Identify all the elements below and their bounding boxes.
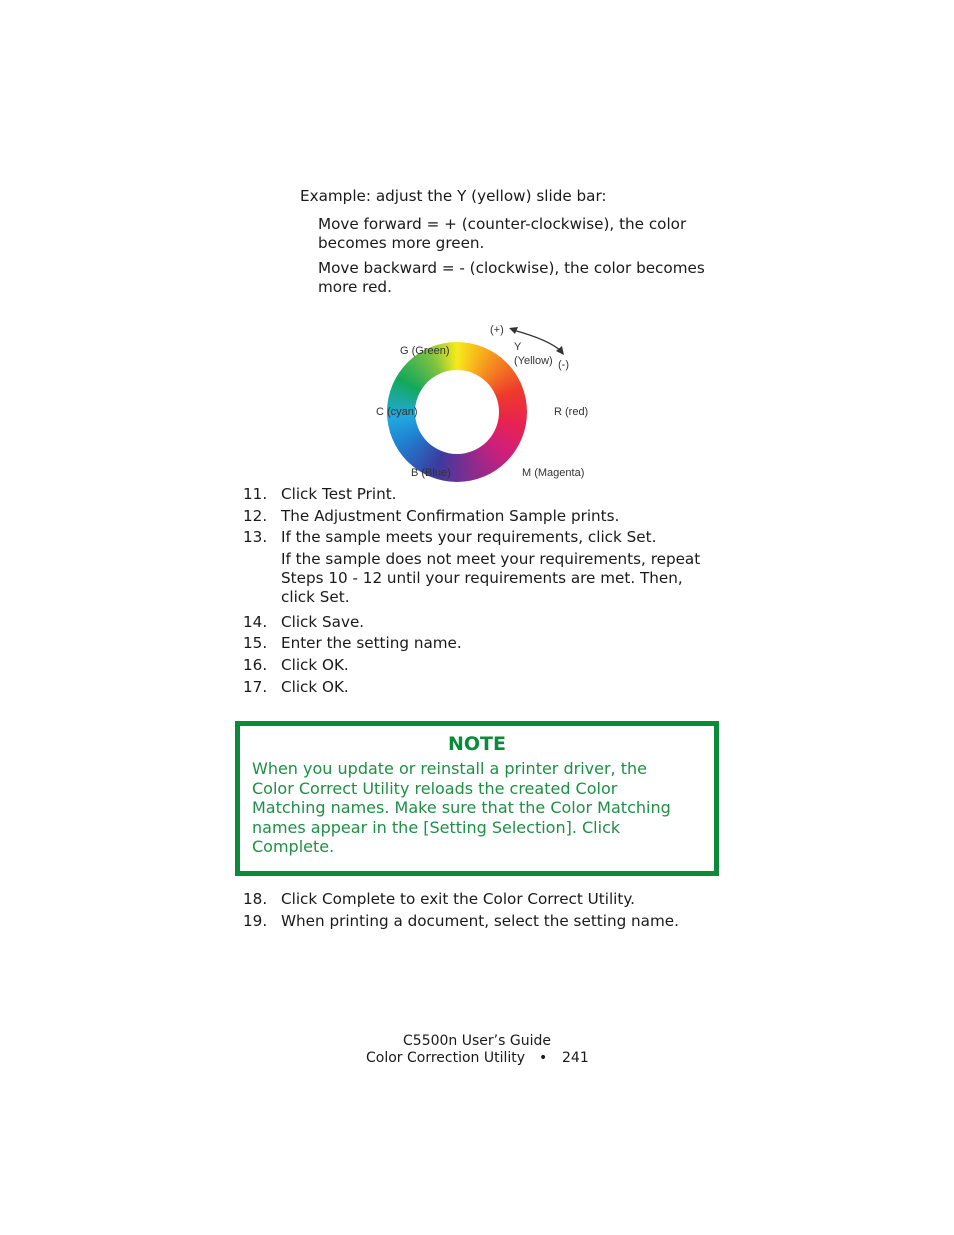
footer-section: Color Correction Utility — [366, 1050, 526, 1066]
step-text-19: When printing a document, select the setting name. — [281, 912, 679, 930]
step-number-18: 18. — [243, 890, 268, 908]
blue-label: B (Blue) — [411, 467, 451, 479]
step-text-15: Enter the setting name. — [281, 634, 462, 652]
example-intro: Example: adjust the Y (yellow) slide bar: — [300, 187, 607, 205]
yellow-y-label: Y — [514, 341, 522, 353]
step-number-16: 16. — [243, 656, 268, 674]
backward-line-2: more red. — [318, 278, 392, 296]
step-13-extra-line-3: click Set. — [281, 588, 350, 606]
yellow-label: (Yellow) — [514, 355, 553, 367]
plus-label: (+) — [490, 324, 504, 336]
step-number-14: 14. — [243, 613, 268, 631]
note-line-3: Matching names. Make sure that the Color Matching — [252, 798, 671, 817]
note-line-5: Complete. — [252, 837, 335, 856]
footer-bullet: • — [539, 1050, 548, 1066]
color-wheel-figure — [370, 318, 600, 484]
step-number-13: 13. — [243, 528, 268, 546]
step-text-14: Click Save. — [281, 613, 365, 631]
step-text-18: Click Complete to exit the Color Correct Utility. — [281, 890, 636, 908]
backward-line-1: Move backward = - (clockwise), the color becomes — [318, 259, 705, 277]
forward-line-1: Move forward = + (counter-clockwise), the color — [318, 215, 687, 233]
step-text-13: If the sample meets your requirements, click Set. — [281, 528, 657, 546]
note-title: NOTE — [448, 733, 506, 755]
step-number-15: 15. — [243, 634, 268, 652]
magenta-label: M (Magenta) — [522, 467, 585, 479]
green-label: G (Green) — [400, 345, 450, 357]
step-number-11: 11. — [243, 485, 268, 503]
footer-guide-title: C5500n User’s Guide — [403, 1033, 551, 1049]
minus-label: (-) — [558, 359, 569, 371]
step-text-11: Click Test Print. — [281, 485, 397, 503]
step-text-12: The Adjustment Confirmation Sample prints. — [281, 507, 620, 525]
note-line-2: Color Correct Utility reloads the created Color — [252, 779, 618, 798]
note-line-4: names appear in the [Setting Selection]. Click — [252, 818, 621, 837]
step-text-16: Click OK. — [281, 656, 349, 674]
cyan-label: C (cyan) — [376, 406, 418, 418]
step-number-12: 12. — [243, 507, 268, 525]
footer-page-number: 241 — [562, 1050, 589, 1066]
step-number-19: 19. — [243, 912, 268, 930]
step-13-extra-line-2: Steps 10 - 12 until your requirements are met. Then, — [281, 569, 683, 587]
step-number-17: 17. — [243, 678, 268, 696]
step-text-17: Click OK. — [281, 678, 349, 696]
forward-line-2: becomes more green. — [318, 234, 485, 252]
note-line-1: When you update or reinstall a printer driver, the — [252, 759, 647, 778]
red-label: R (red) — [554, 406, 589, 418]
step-13-extra-line-1: If the sample does not meet your requirements, repeat — [281, 550, 701, 568]
